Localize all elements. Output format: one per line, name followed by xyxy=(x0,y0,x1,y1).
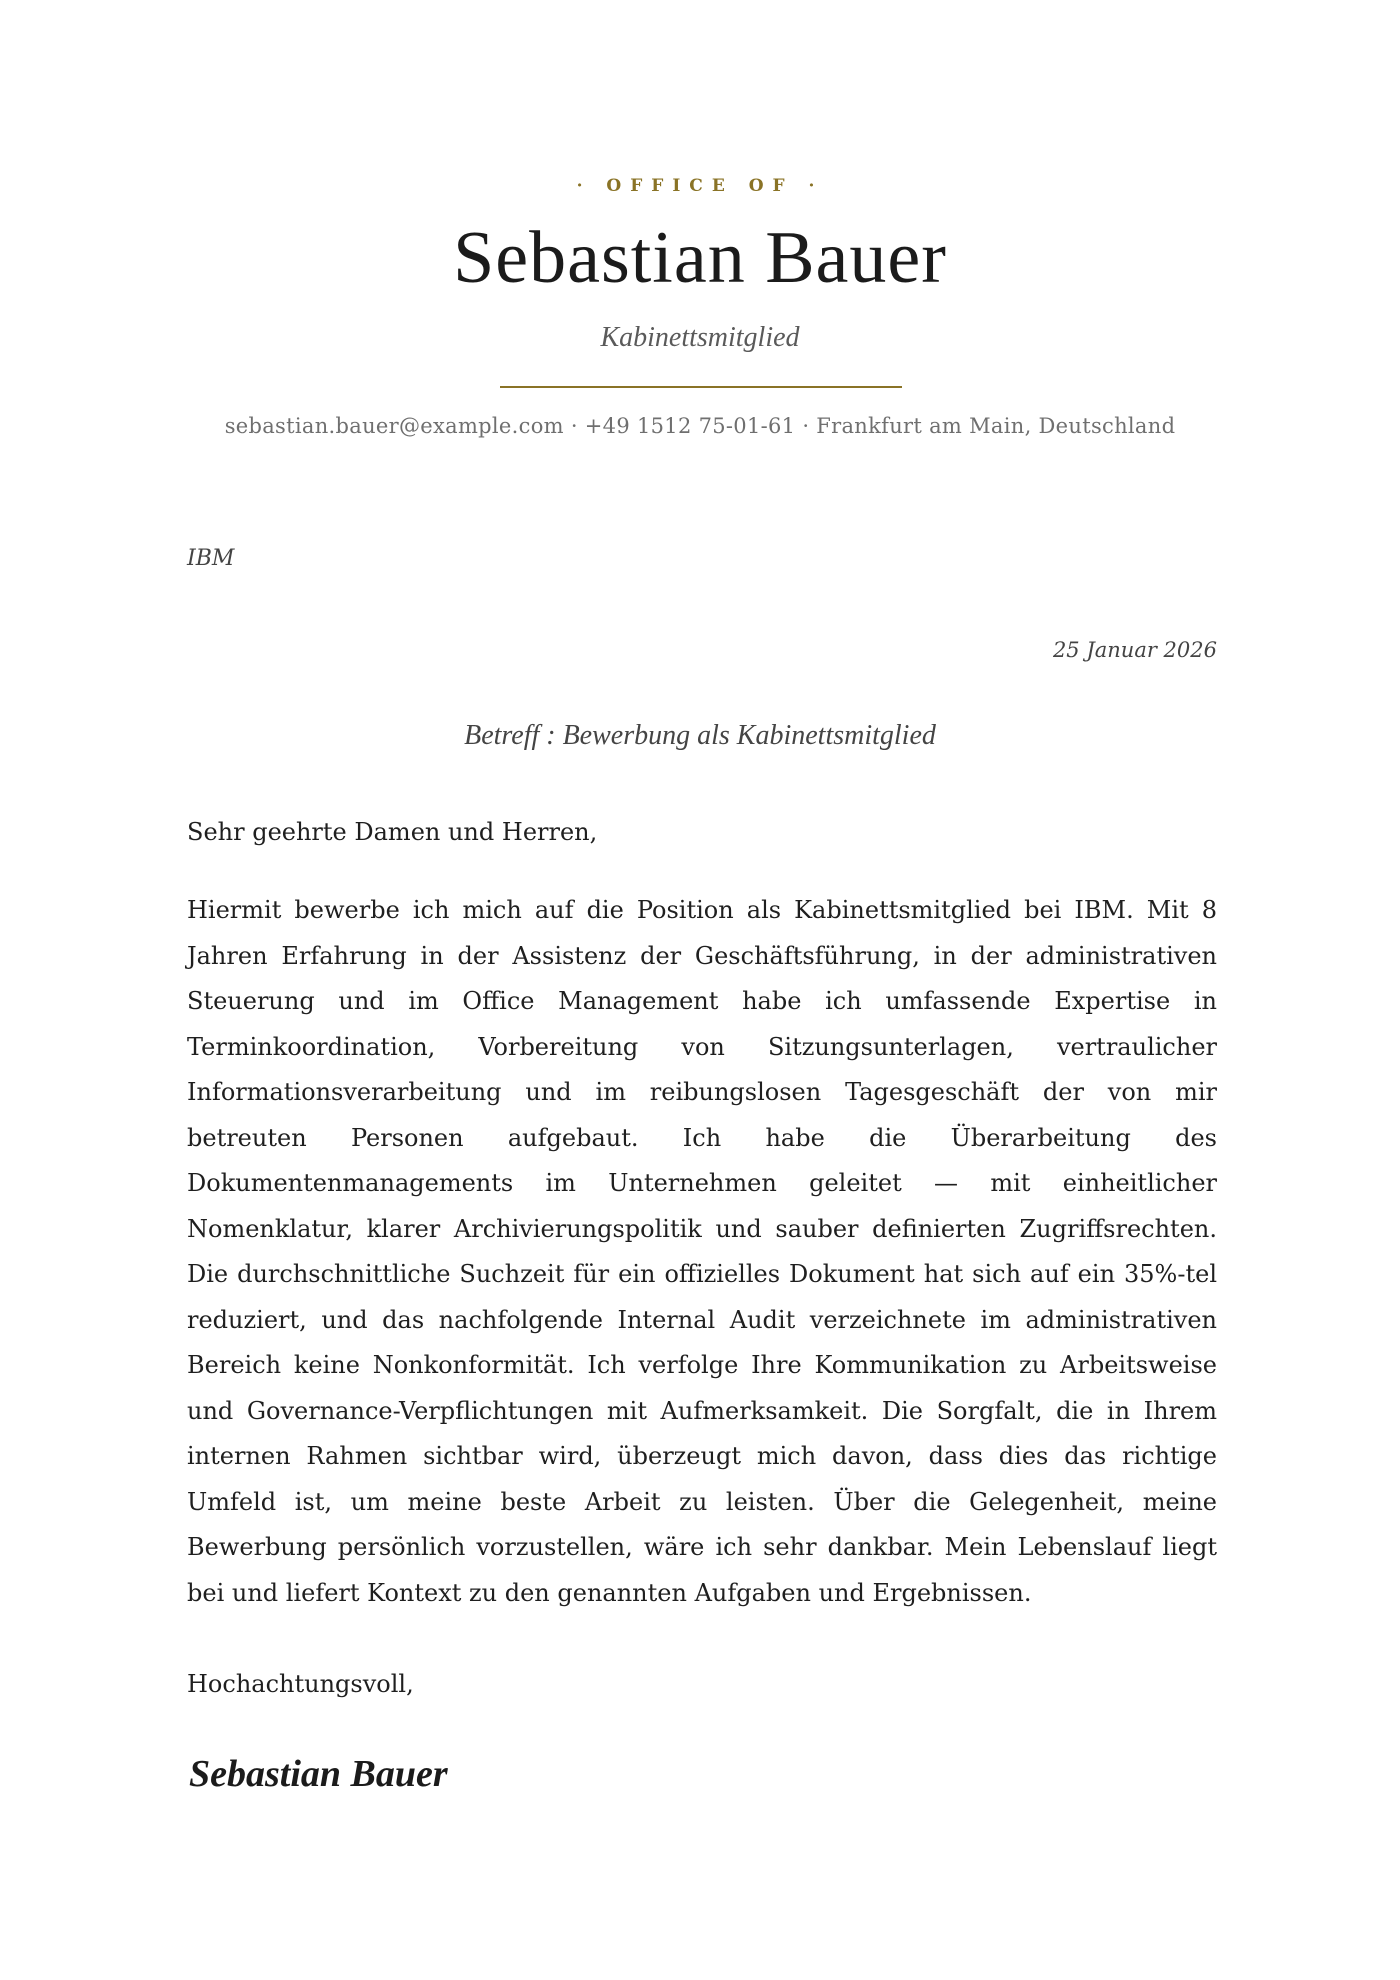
recipient: IBM xyxy=(187,546,235,571)
office-of-eyebrow: · OFFICE OF · xyxy=(576,176,824,196)
sender-role: Kabinettsmitglied xyxy=(600,322,800,353)
contact-line: sebastian.bauer@example.com · +49 1512 75-01-61 · Frankfurt am Main, Deutschland xyxy=(224,414,1176,438)
subject-line: Betreff : Bewerbung als Kabinettsmitglied xyxy=(464,720,936,751)
letter-body: Hiermit bewerbe ich mich auf die Position als Kabinettsmitglied bei IBM. Mit 8 Jahren Erfahrung in der Assistenz der Geschäftsführung, in der administrativen Steuerung und im Office Management habe ich umfassende Expertise in Terminkoordination, Vorbereitung von Sitzungsunterlagen, vertraulicher Informationsverarbeitung und im reibungslosen Tagesgeschäft der von mir betreuten Personen aufgebaut. Ich habe die Überarbeitung des Dokumentenmanagements im Unternehmen geleitet — mit einheitlicher Nomenklatur, klarer Archivierungspolitik und sauber definierten Zugriffsrechten. Die durchschnittliche Suchzeit für ein offizielles Dokument hat sich auf ein 35%-tel reduziert, und das nachfolgende Internal Audit verzeichnete im administrativen Bereich keine Nonkonformität. Ich verfolge Ihre Kommunikation zu Arbeitsweise und Governance-Verpflichtungen mit Aufmerksamkeit. Die Sorgfalt, die in Ihrem internen Rahmen sichtbar wird, überzeugt mich davon, dass dies das richtige Umfeld ist, um meine beste Arbeit zu leisten. Über die Gelegenheit, meine Bewerbung persönlich vorzustellen, wäre ich sehr dankbar. Mein Lebenslauf liegt bei und liefert Kontext zu den genannten Aufgaben und Ergebnissen. xyxy=(187,896,1217,1607)
signature: Sebastian Bauer xyxy=(189,1753,448,1795)
salutation: Sehr geehrte Damen und Herren, xyxy=(187,818,598,846)
closing: Hochachtungsvoll, xyxy=(187,1670,414,1698)
header-divider xyxy=(500,386,902,388)
letter-date: 25 Januar 2026 xyxy=(1052,638,1217,662)
sender-name-heading: Sebastian Bauer xyxy=(453,217,947,299)
